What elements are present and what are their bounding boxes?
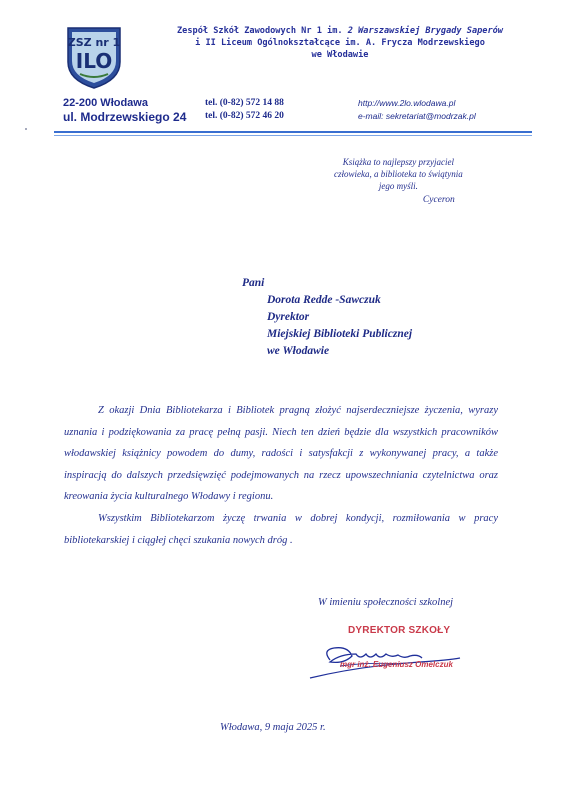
motto-author: Cyceron <box>422 195 455 205</box>
school-name-line3: we Włodawie <box>311 50 369 60</box>
phone-1: tel. (0-82) 572 14 88 <box>205 98 284 108</box>
header-divider <box>54 131 532 133</box>
recipient-position: Dyrektor <box>267 311 310 323</box>
svg-text:ILO: ILO <box>75 49 113 73</box>
email-link[interactable]: e-mail: sekretariat@modrzak.pl <box>358 111 476 121</box>
motto-line: Książka to najlepszy przyjaciel <box>342 157 454 167</box>
website-link[interactable]: http://www.2lo.wlodawa.pl <box>358 98 456 108</box>
punch-mark <box>25 128 27 130</box>
closing-line: W imieniu społeczności szkolnej <box>318 597 454 608</box>
motto-line: jego myśli. <box>378 181 418 191</box>
signer-name: mgr inż. Eugeniusz Omelczuk <box>340 660 453 669</box>
school-logo <box>62 24 126 90</box>
school-name <box>140 25 540 61</box>
header-divider-secondary <box>54 135 532 136</box>
recipient-institution: Miejskiej Biblioteki Publicznej <box>267 328 413 340</box>
recipient-name: Dorota Redde -Sawczuk <box>267 294 381 306</box>
letter-body <box>64 400 498 551</box>
school-name-line2: i II Liceum Ogólnokształcące im. A. Frycza Modrzewskiego <box>195 38 485 48</box>
recipient-city: we Włodawie <box>267 345 330 357</box>
school-name-line1: Zespół Szkół Zawodowych Nr 1 im. <box>177 26 343 36</box>
motto-quote <box>334 156 463 206</box>
svg-text:ZSZ nr 1: ZSZ nr 1 <box>67 36 121 49</box>
school-web <box>358 97 476 123</box>
address-street: ul. Modrzewskiego 24 <box>63 110 187 124</box>
signer-title: DYREKTOR SZKOŁY <box>348 625 451 636</box>
letter-date: Włodawa, 9 maja 2025 r. <box>220 722 326 733</box>
body-paragraph: Wszystkim Bibliotekarzom życzę trwania w dobrej kondycji, rozmiłowania w pracy bibliotekarskiej i ciągłej chęci szukania nowych dróg . <box>64 512 498 546</box>
school-phones <box>205 97 284 123</box>
phone-2: tel. (0-82) 572 46 20 <box>205 111 284 121</box>
recipient-block <box>242 275 412 360</box>
motto-line: człowieka, a biblioteka to świątynia <box>334 169 463 179</box>
school-address <box>63 96 186 124</box>
school-name-line1-italic: 2 Warszawskiej Brygady Saperów <box>347 26 503 36</box>
address-postal: 22-200 Włodawa <box>63 97 148 109</box>
recipient-salutation: Pani <box>242 277 265 289</box>
body-paragraph: Z okazji Dnia Bibliotekarza i Bibliotek pragną złożyć najserdeczniejsze życzenia, wyrazy uznania i podziękowania za pracę pełną pasji. Niech ten dzień będzie dla wszystkich pracowników włodawskiej książnicy powodem do dumy, radości i satysfakcji z wykonywanej pracy, a także inspiracją do dalszych przedsięwzięć podejmowanych na rzecz upowszechniania czytelnictwa oraz kreowania życia kulturalnego Włodawy i regionu. <box>64 405 498 503</box>
